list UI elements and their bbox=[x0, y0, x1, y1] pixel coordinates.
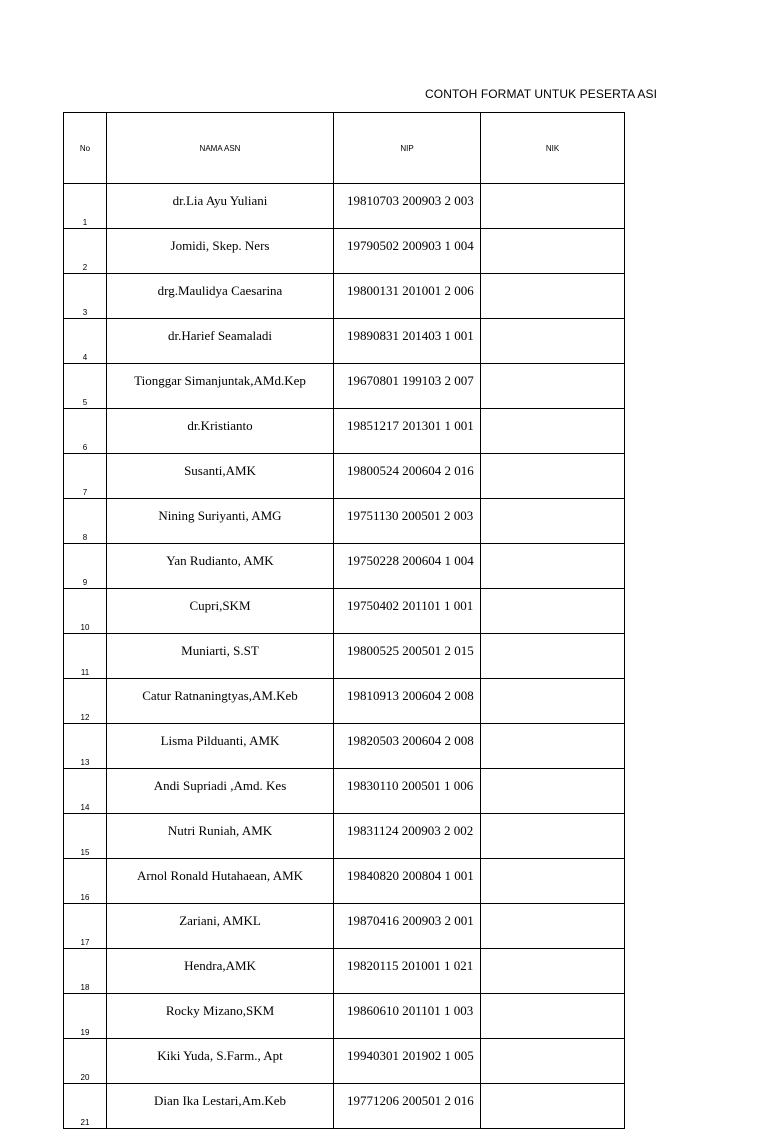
row-number: 9 bbox=[64, 544, 107, 589]
asn-nip: 19800524 200604 2 016 bbox=[334, 454, 481, 499]
header-nip: NIP bbox=[334, 113, 481, 184]
row-number: 5 bbox=[64, 364, 107, 409]
row-number: 10 bbox=[64, 589, 107, 634]
table-row bbox=[64, 184, 625, 229]
asn-name: Kiki Yuda, S.Farm., Apt bbox=[107, 1039, 334, 1084]
table-body bbox=[64, 184, 625, 1129]
asn-nik bbox=[481, 409, 625, 454]
asn-name: Cupri,SKM bbox=[107, 589, 334, 634]
asn-nik bbox=[481, 184, 625, 229]
row-number: 16 bbox=[64, 859, 107, 904]
asn-nip: 19831124 200903 2 002 bbox=[334, 814, 481, 859]
asn-nik bbox=[481, 634, 625, 679]
asn-nik bbox=[481, 949, 625, 994]
row-number: 19 bbox=[64, 994, 107, 1039]
asn-name: Muniarti, S.ST bbox=[107, 634, 334, 679]
asn-nip: 19750402 201101 1 001 bbox=[334, 589, 481, 634]
table-row bbox=[64, 679, 625, 724]
asn-nik bbox=[481, 274, 625, 319]
asn-name: Jomidi, Skep. Ners bbox=[107, 229, 334, 274]
row-number: 20 bbox=[64, 1039, 107, 1084]
table-row bbox=[64, 454, 625, 499]
table-row bbox=[64, 724, 625, 769]
asn-nip: 19820503 200604 2 008 bbox=[334, 724, 481, 769]
table-row bbox=[64, 904, 625, 949]
row-number: 7 bbox=[64, 454, 107, 499]
asn-nik bbox=[481, 499, 625, 544]
asn-nip: 19870416 200903 2 001 bbox=[334, 904, 481, 949]
asn-nik bbox=[481, 724, 625, 769]
table-header-row bbox=[64, 113, 625, 184]
table-row bbox=[64, 589, 625, 634]
asn-nip: 19771206 200501 2 016 bbox=[334, 1084, 481, 1129]
asn-name: Hendra,AMK bbox=[107, 949, 334, 994]
row-number: 2 bbox=[64, 229, 107, 274]
asn-name: Rocky Mizano,SKM bbox=[107, 994, 334, 1039]
asn-name: Catur Ratnaningtyas,AM.Keb bbox=[107, 679, 334, 724]
asn-name: dr.Harief Seamaladi bbox=[107, 319, 334, 364]
asn-name: Andi Supriadi ,Amd. Kes bbox=[107, 769, 334, 814]
header-nama-asn: NAMA ASN bbox=[107, 113, 334, 184]
table-row bbox=[64, 499, 625, 544]
row-number: 21 bbox=[64, 1084, 107, 1129]
asn-nik bbox=[481, 994, 625, 1039]
asn-name: Nining Suriyanti, AMG bbox=[107, 499, 334, 544]
asn-nip: 19890831 201403 1 001 bbox=[334, 319, 481, 364]
header-no: No bbox=[64, 113, 107, 184]
table-row bbox=[64, 364, 625, 409]
row-number: 13 bbox=[64, 724, 107, 769]
asn-name: drg.Maulidya Caesarina bbox=[107, 274, 334, 319]
asn-name: Nutri Runiah, AMK bbox=[107, 814, 334, 859]
asn-nip: 19860610 201101 1 003 bbox=[334, 994, 481, 1039]
table-row bbox=[64, 994, 625, 1039]
table-row bbox=[64, 409, 625, 454]
asn-nik bbox=[481, 544, 625, 589]
asn-nik bbox=[481, 454, 625, 499]
table-row bbox=[64, 229, 625, 274]
asn-nik bbox=[481, 364, 625, 409]
asn-name: Tionggar Simanjuntak,AMd.Kep bbox=[107, 364, 334, 409]
asn-name: Zariani, AMKL bbox=[107, 904, 334, 949]
asn-nik bbox=[481, 589, 625, 634]
table-row bbox=[64, 1084, 625, 1129]
asn-nip: 19800131 201001 2 006 bbox=[334, 274, 481, 319]
asn-nip: 19810913 200604 2 008 bbox=[334, 679, 481, 724]
asn-name: Yan Rudianto, AMK bbox=[107, 544, 334, 589]
row-number: 4 bbox=[64, 319, 107, 364]
asn-name: dr.Kristianto bbox=[107, 409, 334, 454]
table-row bbox=[64, 274, 625, 319]
asn-nik bbox=[481, 679, 625, 724]
asn-name: Susanti,AMK bbox=[107, 454, 334, 499]
asn-nik bbox=[481, 319, 625, 364]
row-number: 8 bbox=[64, 499, 107, 544]
document-title: CONTOH FORMAT UNTUK PESERTA ASI bbox=[425, 87, 658, 101]
asn-nik bbox=[481, 859, 625, 904]
asn-nik bbox=[481, 814, 625, 859]
table-row bbox=[64, 949, 625, 994]
asn-name: Dian Ika Lestari,Am.Keb bbox=[107, 1084, 334, 1129]
header-nik: NIK bbox=[481, 113, 625, 184]
asn-nik bbox=[481, 229, 625, 274]
asn-table bbox=[63, 112, 625, 1129]
row-number: 6 bbox=[64, 409, 107, 454]
asn-nik bbox=[481, 1084, 625, 1129]
row-number: 12 bbox=[64, 679, 107, 724]
asn-nip: 19790502 200903 1 004 bbox=[334, 229, 481, 274]
asn-nik bbox=[481, 904, 625, 949]
asn-nip: 19830110 200501 1 006 bbox=[334, 769, 481, 814]
asn-nip: 19750228 200604 1 004 bbox=[334, 544, 481, 589]
asn-name: Lisma Pilduanti, AMK bbox=[107, 724, 334, 769]
asn-name: Arnol Ronald Hutahaean, AMK bbox=[107, 859, 334, 904]
table-row bbox=[64, 1039, 625, 1084]
table-row bbox=[64, 544, 625, 589]
asn-name: dr.Lia Ayu Yuliani bbox=[107, 184, 334, 229]
row-number: 1 bbox=[64, 184, 107, 229]
table-row bbox=[64, 859, 625, 904]
asn-nip: 19851217 201301 1 001 bbox=[334, 409, 481, 454]
asn-nip: 19940301 201902 1 005 bbox=[334, 1039, 481, 1084]
row-number: 14 bbox=[64, 769, 107, 814]
asn-nip: 19810703 200903 2 003 bbox=[334, 184, 481, 229]
asn-nik bbox=[481, 1039, 625, 1084]
asn-nip: 19840820 200804 1 001 bbox=[334, 859, 481, 904]
row-number: 18 bbox=[64, 949, 107, 994]
asn-nip: 19820115 201001 1 021 bbox=[334, 949, 481, 994]
asn-nip: 19670801 199103 2 007 bbox=[334, 364, 481, 409]
asn-nip: 19800525 200501 2 015 bbox=[334, 634, 481, 679]
row-number: 17 bbox=[64, 904, 107, 949]
table-row bbox=[64, 769, 625, 814]
asn-nip: 19751130 200501 2 003 bbox=[334, 499, 481, 544]
row-number: 11 bbox=[64, 634, 107, 679]
row-number: 15 bbox=[64, 814, 107, 859]
table-row bbox=[64, 634, 625, 679]
row-number: 3 bbox=[64, 274, 107, 319]
asn-nik bbox=[481, 769, 625, 814]
table-row bbox=[64, 814, 625, 859]
table-row bbox=[64, 319, 625, 364]
